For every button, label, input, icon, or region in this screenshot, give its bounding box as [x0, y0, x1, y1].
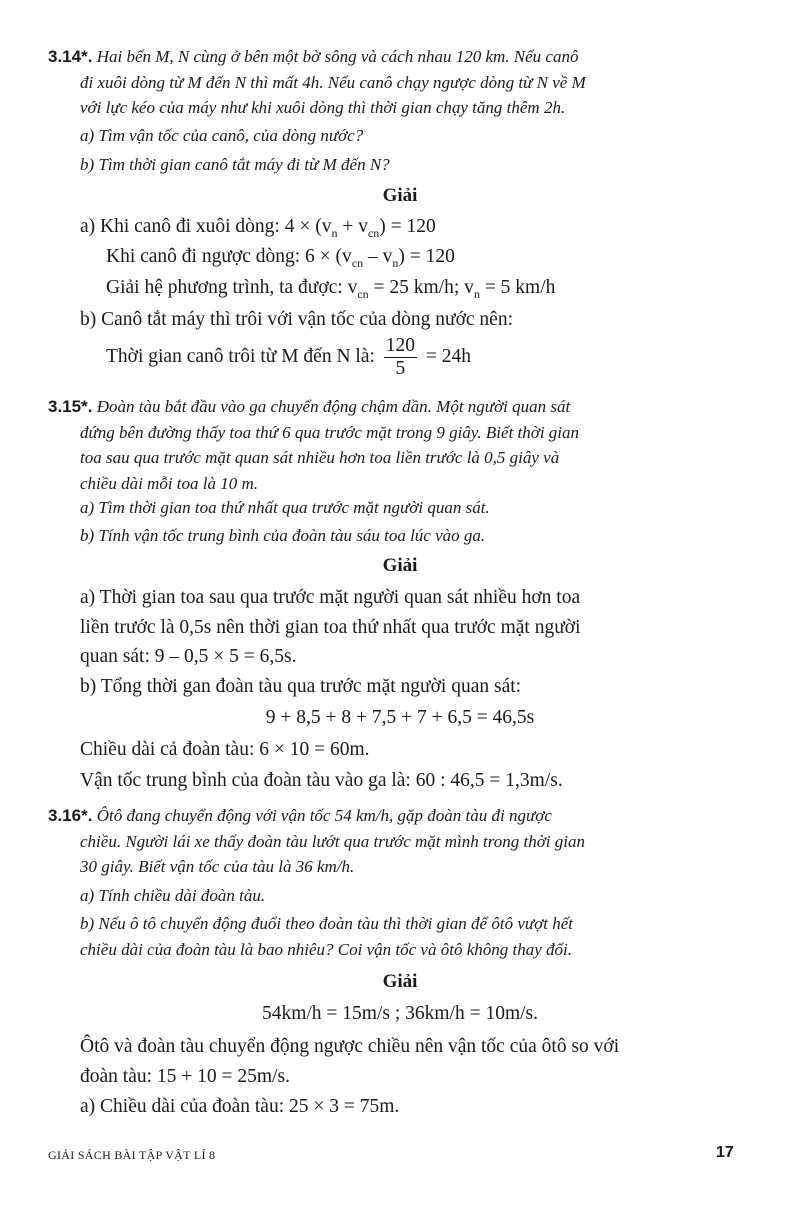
problem-text-line: 3.14*. Hai bến M, N cùng ở bên một bờ sông và cách nhau 120 km. Nếu canô: [48, 47, 579, 66]
question-b-cont: chiều dài của đoàn tàu là bao nhiêu? Coi vận tốc và ôtô không thay đổi.: [80, 940, 572, 959]
problem-text-line: chiều. Người lái xe thấy đoàn tàu lướt qua trước mặt mình trong thời gian: [80, 831, 585, 851]
solution-line: Giải hệ phương trình, ta được: $v_{cn} = 25$ km/h; $v_n = 5$ km/h: [106, 277, 556, 301]
solution-line-fraction: Thời gian canô trôi từ M đến N là: $\frac{120}{5}$ = 24h: [106, 335, 472, 379]
question-a: a) Tìm thời gian toa thứ nhất qua trước mặt người quan sát.: [80, 498, 490, 517]
fraction-denominator: 5: [395, 358, 406, 379]
problem-text-line: đứng bên đường thấy toa thứ 6 qua trước mặt trong 9 giây. Biết thời gian: [80, 422, 580, 442]
question-b: b) Nếu ô tô chuyển động đuổi theo đoàn tàu thì thời gian để ôtô vượt hết: [80, 914, 573, 933]
solution-line: quan sát: 9 – 0,5 × 5 = 6,5s.: [80, 646, 297, 667]
problem-text-line: 3.16*. Ôtô đang chuyển động với vận tốc 54 km/h, gặp đoàn tàu đi ngược: [48, 806, 552, 825]
solution-line: a) Thời gian toa sau qua trước mặt người quan sát nhiều hơn toa: [80, 587, 581, 608]
problem-text-line: đi xuôi dòng từ M đến N thì mất 4h. Nếu canô chạy ngược dòng từ N về M: [80, 72, 586, 92]
solution-heading: Giải: [382, 555, 418, 576]
question-b: b) Tính vận tốc trung bình của đoàn tàu sáu toa lúc vào ga.: [80, 526, 486, 545]
problem-text-line: chiều dài mỗi toa là 10 m.: [80, 473, 259, 493]
problem-text-line: toa sau qua trước mặt quan sát nhiều hơn toa liền trước là 0,5 giây và: [80, 448, 560, 467]
problem-text-line: 30 giây. Biết vận tốc của tàu là 36 km/h.: [80, 857, 355, 876]
solution-line: b) Canô tắt máy thì trôi với vận tốc của dòng nước nên:: [80, 309, 514, 330]
problem-number: 3.15*.: [48, 397, 93, 416]
page-number: 17: [716, 1144, 734, 1161]
question-b: b) Tìm thời gian canô tắt máy đi từ M đến N?: [80, 155, 390, 174]
question-a: a) Tìm vận tốc của canô, của dòng nước?: [80, 126, 364, 145]
fraction: [384, 335, 417, 380]
solution-heading: Giải: [382, 185, 418, 206]
solution-heading: Giải: [382, 971, 418, 992]
solution-line: Ôtô và đoàn tàu chuyển động ngược chiều nên vận tốc của ôtô so với: [80, 1036, 620, 1057]
solution-line: Khi canô đi ngược dòng: $6 \times (v_{cn} - v_n) = 120$: [106, 246, 455, 270]
solution-line: a) Chiều dài của đoàn tàu: 25 × 3 = 75m.: [80, 1096, 400, 1117]
problem-number: 3.16*.: [48, 806, 93, 825]
problem-3-16: [48, 803, 748, 880]
question-a: a) Tính chiều dài đoàn tàu.: [80, 886, 266, 905]
fraction-numerator: 120: [385, 335, 416, 356]
footer-book-title: GIẢI SÁCH BÀI TẬP VẬT LÍ 8: [48, 1148, 216, 1162]
problem-3-14: [48, 44, 748, 121]
solution-line: Chiều dài cả đoàn tàu: 6 × 10 = 60m.: [80, 739, 370, 760]
problem-text-line: 3.15*. Đoàn tàu bắt đầu vào ga chuyển động chậm dần. Một người quan sát: [48, 397, 571, 416]
solution-line: Vận tốc trung bình của đoàn tàu vào ga là: 60 : 46,5 = 1,3m/s.: [80, 770, 563, 791]
solution-equation: 9 + 8,5 + 8 + 7,5 + 7 + 6,5 = 46,5s: [265, 707, 535, 728]
problem-text-line: với lực kéo của máy như khi xuôi dòng thì thời gian chạy tăng thêm 2h.: [80, 98, 566, 117]
solution-line: liền trước là 0,5s nên thời gian toa thứ nhất qua trước mặt người: [80, 617, 581, 638]
problem-number: 3.14*.: [48, 47, 93, 66]
problem-3-15: [48, 394, 748, 496]
solution-line: b) Tổng thời gan đoàn tàu qua trước mặt người quan sát:: [80, 676, 522, 697]
solution-equation: 54km/h = 15m/s ; 36km/h = 10m/s.: [261, 1003, 539, 1024]
solution-line: đoàn tàu: 15 + 10 = 25m/s.: [80, 1066, 290, 1087]
solution-line: a) Khi canô đi xuôi dòng: $4 \times (v_n + v_{cn}) = 120$: [80, 216, 436, 240]
